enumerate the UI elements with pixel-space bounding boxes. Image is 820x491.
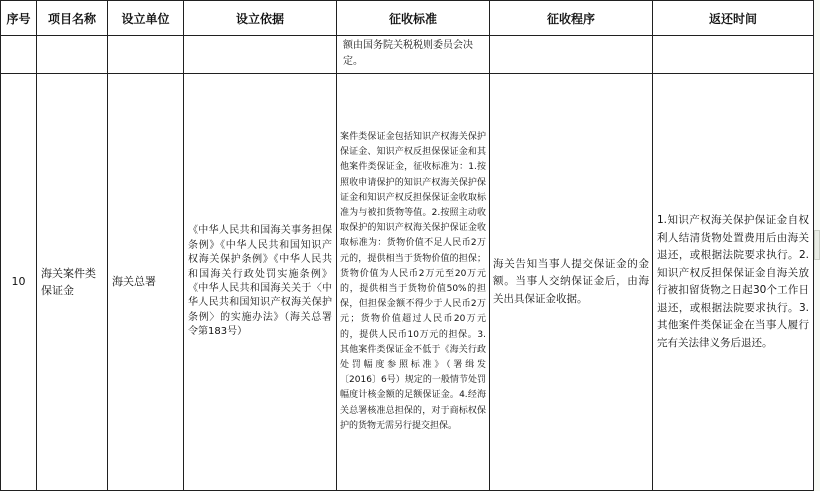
header-name: 项目名称 <box>37 1 108 36</box>
header-standard: 征收标准 <box>337 1 490 36</box>
header-basis: 设立依据 <box>184 1 337 36</box>
cell-legal-basis: 《中华人民共和国海关事务担保条例》《中华人民共和国知识产权海关保护条例》《中华人民共和国海关行政处罚实施条例》《中华人民共和国海关关于〈中华人民共和国知识产权海关保护条例〉的实施办法》（海关总署令第183号） <box>184 74 337 491</box>
cell-procedure-empty <box>490 36 653 74</box>
cell-seq: 10 <box>1 74 37 491</box>
table-row-continued <box>1 36 814 74</box>
header-procedure: 征收程序 <box>490 1 653 36</box>
cell-basis-empty <box>184 36 337 74</box>
header-org: 设立单位 <box>108 1 184 36</box>
header-refund: 返还时间 <box>653 1 814 36</box>
header-seq: 序号 <box>1 1 37 36</box>
vertical-scrollbar[interactable] <box>814 0 820 490</box>
cell-org-empty <box>108 36 184 74</box>
cell-project-name: 海关案件类保证金 <box>37 74 108 491</box>
header-row <box>1 1 814 36</box>
cell-refund-empty <box>653 36 814 74</box>
cell-name-empty <box>37 36 108 74</box>
cell-collection-standard: 案件类保证金包括知识产权海关保护保证金、知识产权反担保保证金和其他案件类保证金，征收标准为：1.按照收申请保护的知识产权海关保护保证金和知识产权反担保保证金收取标准为与被扣货物等值。2.按照主动收取保护的知识产权海关保护保证金收取标准为：货物价值不足人民币2万元的，提供相当于货物价值的担保；货物价值为人民币2万元至20万元的，提供相当于货物价值50%的担保，但担保金额不得少于人民币2万元；货物价值超过人民币20万元的，提供人民币10万元的担保。3.其他案件类保证金不低于《海关行政处罚幅度参照标准》（署缉发〔2016〕6号）规定的一般情节处罚幅度计核金额的足额保证金。4.经海关总署核准总担保的，对于商标权保护的货物无需另行提交担保。 <box>337 74 490 491</box>
cell-refund-time: 1.知识产权海关保护保证金自权利人结清货物处置费用后由海关退还，或根据法院要求执行。2.知识产权反担保保证金自海关放行被扣留货物之日起30个工作日退还，或根据法院要求执行。3.其他案件类保证金在当事人履行完有关法律义务后退还。 <box>653 74 814 491</box>
cell-standard-continued: 额由国务院关税税则委员会决定。 <box>337 36 490 74</box>
table-row <box>1 74 814 491</box>
cell-collection-procedure: 海关告知当事人提交保证金的金额。当事人交纳保证金后，由海关出具保证金收据。 <box>490 74 653 491</box>
cell-seq-empty <box>1 36 37 74</box>
cell-establishing-unit: 海关总署 <box>108 74 184 491</box>
scrollbar-thumb[interactable] <box>814 230 820 260</box>
